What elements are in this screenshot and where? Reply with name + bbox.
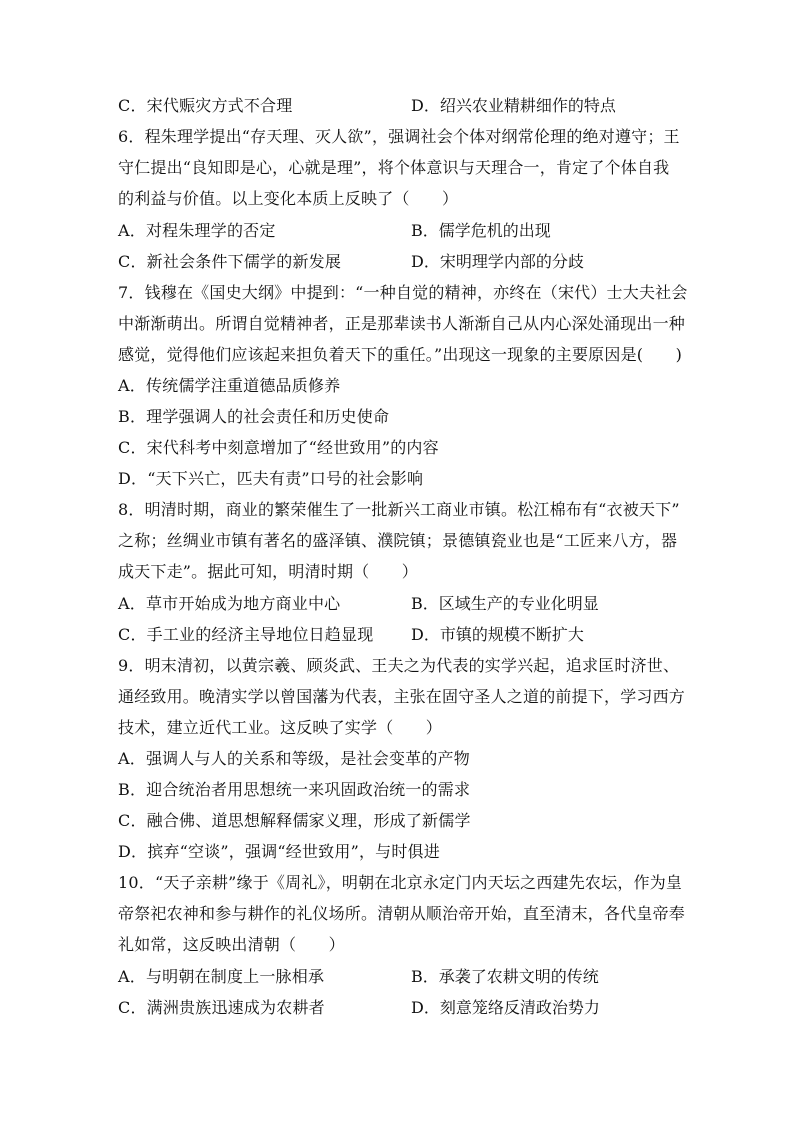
q8-option-d: D．市镇的规模不断扩大 xyxy=(411,625,584,644)
q10-option-c: C．满洲贵族迅速成为农耕者 xyxy=(118,998,325,1017)
q6-option-a: A．对程朱理学的否定 xyxy=(118,221,276,240)
q8-stem-line-1: 8．明清时期，商业的繁荣催生了一批新兴工商业市镇。松江棉布有“衣被天下” xyxy=(118,500,680,519)
q5-option-d: D．绍兴农业精耕细作的特点 xyxy=(411,96,616,115)
q10-options-cd xyxy=(0,998,793,1018)
q10-option-d: D．刻意笼络反清政治势力 xyxy=(411,998,600,1017)
q8-stem-line-3: 成天下走”。据此可知，明清时期（ ） xyxy=(118,562,418,581)
q6-option-c: C．新社会条件下儒学的新发展 xyxy=(118,252,342,271)
q10-option-a: A．与明朝在制度上一脉相承 xyxy=(118,967,325,986)
q8-options-ab xyxy=(0,594,793,614)
q7-option-b: B．理学强调人的社会责任和历史使命 xyxy=(118,407,390,426)
q7-stem-line-1: 7．钱穆在《国史大纲》中提到：“一种自觉的精神，亦终在（宋代）士大夫社会 xyxy=(118,283,688,302)
q9-stem-line-3: 技术，建立近代工业。这反映了实学（ ） xyxy=(118,718,443,737)
q8-options-cd xyxy=(0,625,793,645)
q10-stem-line-1: 10．“天子亲耕”缘于《周礼》，明朝在北京永定门内天坛之西建先农坛，作为皇 xyxy=(118,873,683,892)
q6-option-d: D．宋明理学内部的分歧 xyxy=(411,252,584,271)
q5-options-cd xyxy=(0,96,793,116)
q10-option-b: B．承袭了农耕文明的传统 xyxy=(411,967,599,986)
q6-options-cd xyxy=(0,252,793,272)
q7-option-d: D．“天下兴亡，匹夫有责”口号的社会影响 xyxy=(118,469,424,488)
q6-option-b: B．儒学危机的出现 xyxy=(411,221,551,240)
q7-stem-line-3: 感觉，觉得他们应该起来担负着天下的重任。”出现这一现象的主要原因是( ) xyxy=(118,345,683,364)
q8-option-a: A．草市开始成为地方商业中心 xyxy=(118,594,341,613)
q9-option-c: C．融合佛、道思想解释儒家义理，形成了新儒学 xyxy=(118,811,471,830)
q10-options-ab xyxy=(0,967,793,987)
q9-stem-line-1: 9．明末清初，以黄宗羲、顾炎武、王夫之为代表的实学兴起，追求匡时济世、 xyxy=(118,656,680,675)
q8-option-b: B．区域生产的专业化明显 xyxy=(411,594,599,613)
q6-stem-line-2: 守仁提出“良知即是心，心就是理”，将个体意识与天理合一，肯定了个体自我 xyxy=(118,158,670,177)
q9-option-a: A．强调人与人的关系和等级，是社会变革的产物 xyxy=(118,749,470,768)
q9-option-d: D．摈弃“空谈”，强调“经世致用”，与时俱进 xyxy=(118,842,440,861)
q8-option-c: C．手工业的经济主导地位日趋显现 xyxy=(118,625,374,644)
q9-stem-line-2: 通经致用。晚清实学以曾国藩为代表，主张在固守圣人之道的前提下，学习西方 xyxy=(118,687,686,706)
q7-stem-line-2: 中渐渐萌出。所谓自觉精神者，正是那辈读书人渐渐自己从内心深处涌现出一种 xyxy=(118,314,686,333)
q7-option-a: A．传统儒学注重道德品质修养 xyxy=(118,376,341,395)
q10-stem-line-2: 帝祭祀农神和参与耕作的礼仪场所。清朝从顺治帝开始，直至清末，各代皇帝奉 xyxy=(118,904,686,923)
q6-stem-line-3: 的利益与价值。以上变化本质上反映了（ ） xyxy=(118,189,459,208)
q8-stem-line-2: 之称；丝绸业市镇有著名的盛泽镇、濮院镇；景德镇瓷业也是“工匠来八方，器 xyxy=(118,531,678,550)
q7-option-c: C．宋代科考中刻意增加了“经世致用”的内容 xyxy=(118,438,439,457)
q9-option-b: B．迎合统治者用思想统一来巩固政治统一的需求 xyxy=(118,780,471,799)
q6-stem-line-1: 6．程朱理学提出“存天理、灭人欲”，强调社会个体对纲常伦理的绝对遵守；王 xyxy=(118,127,680,146)
q6-options-ab xyxy=(0,221,793,241)
q10-stem-line-3: 礼如常，这反映出清朝（ ） xyxy=(118,935,345,954)
q5-option-c: C．宋代赈灾方式不合理 xyxy=(118,96,293,115)
